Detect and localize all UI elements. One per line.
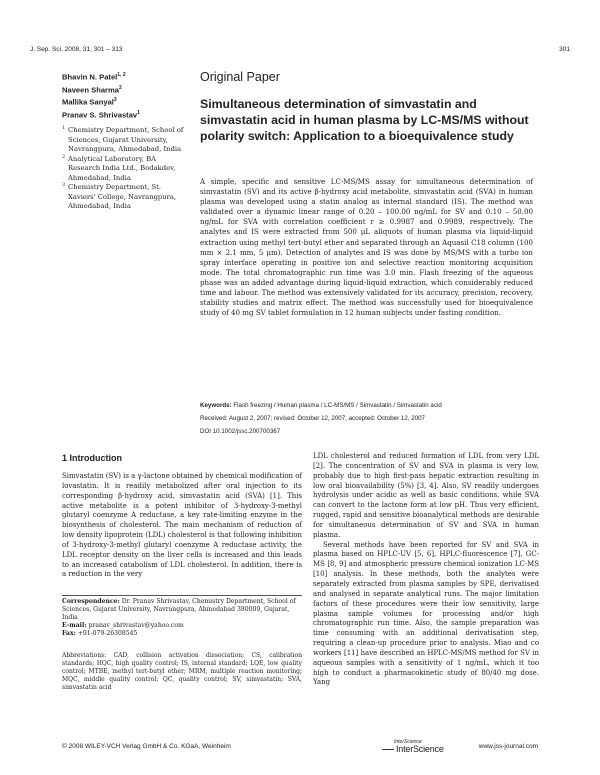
abstract: A simple, specific and sensitive LC-MS/MS assay for simultaneous determination of simvastatin (SV) and its active β-hydroxy acid metabolite, simvastatin acid (SVA) in human plasma was developed using a statin analog as internal standard (IS). The method was validated over a dynamic linear range of 0.20 – 100.00 ng/mL for SV and 0.10 – 50.00 ng/mL for SVA with correlation coefficient r ≥ 0.9987 and 0.9989, respectively. The analytes and IS were extracted from 500 μL aliquots of human plasma via liquid-liquid extraction using methyl tert-butyl ether and separated through an Aquasil C18 column (100 mm × 2.1 mm, 5 μm). Detection of analytes and IS was done by MS/MS with a turbo ion spray interface operating in positive ion and selective reaction monitoring acquisition mode. The total chromatographic run time was 3.0 min. Flash freezing of the aqueous phase was an added advantage during liquid-liquid extraction, which considerably reduced time and labour. The method was extensively validated for its accuracy, precision, recovery, stability studies and matrix effect. The method was successfully used for bioequivalence study of 40 mg SV tablet formulation in 12 human subjects under fasting condition. [200, 177, 533, 318]
author: Bhavin N. Patel$^{1, 2}$ [62, 72, 126, 82]
abbreviations-footnote: Abbreviations: CAD, collision activation dissociation; CS, calibration standards; HQC, high quality control; IS, internal standard; LQE, low quality control; MTBE, methyl tert-butyl ether; MRM, multiple reaction monitoring; MQC, middle quality control; QC, quality control; SV, simvastatin; SVA, simvastatin acid [62, 652, 302, 691]
author: Pranav S. Shrivastav$^1$ [62, 109, 140, 120]
journal-website[interactable]: www.jss-journal.com [478, 743, 538, 750]
page-number: 301 [559, 46, 570, 53]
logo-text-top: InterScience [394, 739, 422, 745]
keywords: Keywords: Flash freezing / Human plasma / LC-MS/MS / Simvastatin / Simvastatin acid [200, 402, 442, 409]
paper-title: Simultaneous determination of simvastatin and simvastatin acid in human plasma by LC-MS/MS without polarity switch: Application to a bioequivalence study [200, 97, 529, 143]
paragraph: Several methods have been reported for SV and SVA in plasma based on HPLC-UV [5, 6], HPLC-fluorescence [7], GC-MS [8, 9] and atmospheric pressure chemical ionization LC-MS [10] analysis. In these methods, both the analytes were separately extracted from plasma samples by SPE, derivatised and analysed in separate analytical runs. The major limitation factors of these procedures were their low sensitivity, large plasma sample volumes for processing and/or high chromatographic run time. Also, the sample preparation was time consuming with an additional derivatisation step, requiring a clean-up procedure prior to analysis. Miao and co workers [11] have described an HPLC-MS/MS method for SV in aqueous samples with a sensitivity of 1 ng/mL, which it too high to conduct a pharmacokinetic study of 80/40 mg dose. Yang [313, 540, 539, 687]
affiliation-list [62, 126, 190, 212]
email-link[interactable]: pranav_shrivastav@yahoo.com [88, 622, 184, 629]
author: Mallika Sanyal$^3$ [62, 97, 117, 107]
logo-text: InterScience [396, 744, 444, 754]
footnote-divider [62, 595, 302, 596]
correspondence-footnote: Correspondence: Dr. Pranav Shrivastav, Chemistry Department, School of Sciences, Gujarat University, Navrangpura, Ahmedabad 380009, Gujarat, India E-mail: pranav_shrivastav@yahoo.com Fax: +91-079-26308545 [62, 598, 296, 637]
right-column-body [313, 452, 539, 688]
logo-bar [382, 749, 394, 750]
author: Naveen Sharma$^2$ [62, 84, 122, 95]
affiliation: 3 Chemistry Department, St. Xaviers' College, Navrangpura, Ahmedabad, India [62, 182, 177, 210]
paragraph: Simvastatin (SV) is a γ-lactone obtained by chemical modification of lovastatin. It is readily metabolized after oral injection to its corresponding β-hydroxy acid, simvastatin acid (SVA) [1]. This active metabolite is a potent inhibitor of 3-hydroxy-3-methyl glutaryl coenzyme A reductase, a key rate-limiting enzyme in the biosynthesis of cholesterol. The main mechanism of reduction of low density lipoprotein (LDL) cholesterol is that following inhibition of 3-hydroxy-3-methyl glutaryl coenzyme A reductase activity, the LDL receptor density on the liver cells is increased and this leads to an increased catabolism of LDL cholesterol. In addition, there is a reduction in the very [62, 472, 302, 579]
copyright: © 2008 WILEY-VCH Verlag GmbH & Co. KGaA, Weinheim [62, 743, 231, 750]
author-list [62, 70, 172, 120]
doi: DOI 10.1002/jssc.200700367 [200, 428, 281, 435]
affiliation: 2 Analytical Laboratory, BA Research India Ltd., Bodakdev, Ahmedabad, India [62, 153, 176, 182]
journal-reference: J. Sep. Sci. 2008, 31, 301 – 313 [30, 46, 123, 53]
received-dates: Received: August 2, 2007; revised: October 12, 2007; accepted: October 12, 2007 [200, 415, 425, 422]
paper-type-label: Original Paper [200, 70, 280, 84]
interscience-logo [382, 739, 444, 754]
paragraph: LDL cholesterol and reduced formation of LDL from very LDL [2]. The concentration of SV and SVA in plasma is very low, probably due to high first-pass hepatic extraction resulting in low oral bioavailability (5%) [3, 4]. Also, SV readily undergoes hydrolysis under acidic as well as basic conditions, while SVA can convert to the lactone form at low pH. Thus very efficient, rugged, rapid and sensitive bioanalytical methods are desirable for simultaneous determination of SV and SVA in human plasma. [313, 452, 539, 539]
section-heading: 1 Introduction [62, 453, 122, 463]
left-column-body [62, 472, 302, 580]
affiliation: 1 Chemistry Department, School of Sciences, Gujarat University, Navrangpura, Ahmedabad, India [62, 125, 184, 153]
